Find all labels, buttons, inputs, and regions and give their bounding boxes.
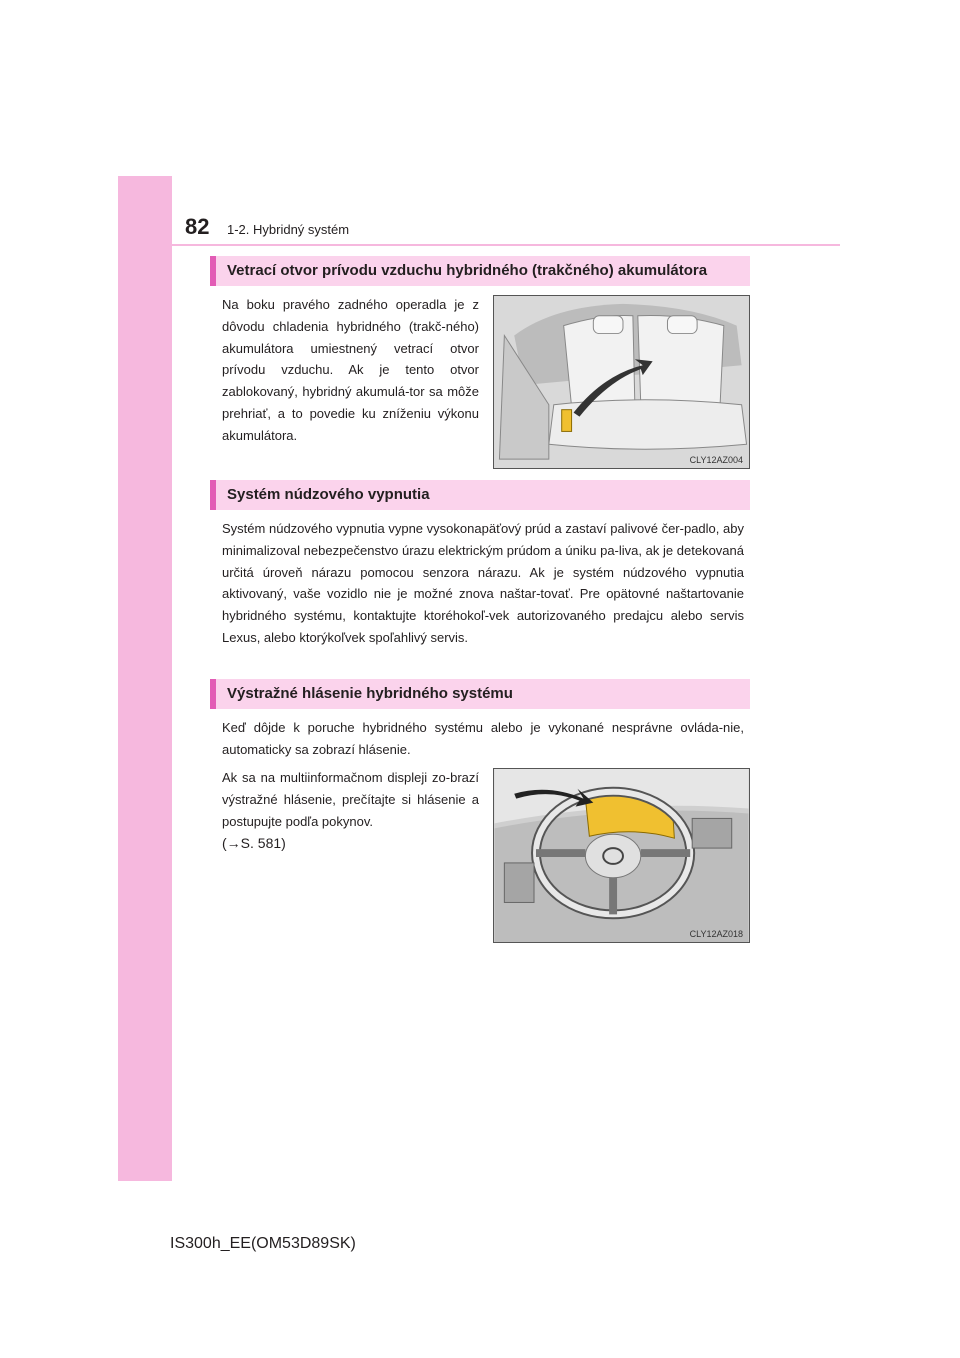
document-footer: IS300h_EE(OM53D89SK) <box>170 1235 356 1252</box>
side-tab-bar <box>118 176 172 1181</box>
section-heading-emergency-shutoff: Systém núdzového vypnutia <box>210 480 750 510</box>
section-text-warning-message: Keď dôjde k poruche hybridného systému alebo je vykonané nesprávne ovláda-nie, automaticky sa zobrazí hlásenie. <box>222 720 744 757</box>
header-rule <box>172 244 840 246</box>
rear-seat-illustration <box>494 296 749 468</box>
section-heading-air-intake: Vetrací otvor prívodu vzduchu hybridného (trakčného) akumulátora <box>210 256 750 286</box>
figure-code: CLY12AZ018 <box>689 929 743 939</box>
section-text-display-instructions: Ak sa na multiinformačnom displeji zo-brazí výstražné hlásenie, prečítajte si hlásenie a postupujte podľa pokynov. <box>222 770 479 829</box>
figure-rear-seat <box>493 295 750 469</box>
chapter-title: 1-2. Hybridný systém <box>227 222 350 237</box>
figure-instrument-panel <box>493 768 750 943</box>
section-text-emergency-shutoff: Systém núdzového vypnutia vypne vysokonapäťový prúd a zastaví palivové čer-padlo, aby minimalizoval nebezpečenstvo úrazu elektrickým prúdom a úniku pa-liva, ak je detekovaná určitá úroveň nárazu pomocou senzora nárazu. Ak je systém núdzového vypnutia aktivovaný, vaše vozidlo nie je možné znova naštar-tovať. Pre opätovné naštartovanie hybridného systému, kontaktujte ktoréhokoľ-vek autorizovaného predajcu alebo servis Lexus, alebo ktorýkoľvek spoľahlivý servis. <box>222 521 744 645</box>
section-text-air-intake: Na boku pravého zadného operadla je z dôvodu chladenia hybridného (trakč-ného) akumulátora umiestnený vetrací otvor prívodu vzduchu. Ak je tento otvor zablokovaný, hybridný akumulá-tor sa môže prehriať, a to povedie ku zníženiu výkonu akumulátora. <box>222 297 479 443</box>
figure-code: CLY12AZ004 <box>689 455 743 465</box>
page-reference: (→S. 581) <box>222 835 286 851</box>
steering-wheel-illustration <box>494 769 749 942</box>
page-number: 82 <box>185 214 210 239</box>
section-heading-warning-message: Výstražné hlásenie hybridného systému <box>210 679 750 709</box>
